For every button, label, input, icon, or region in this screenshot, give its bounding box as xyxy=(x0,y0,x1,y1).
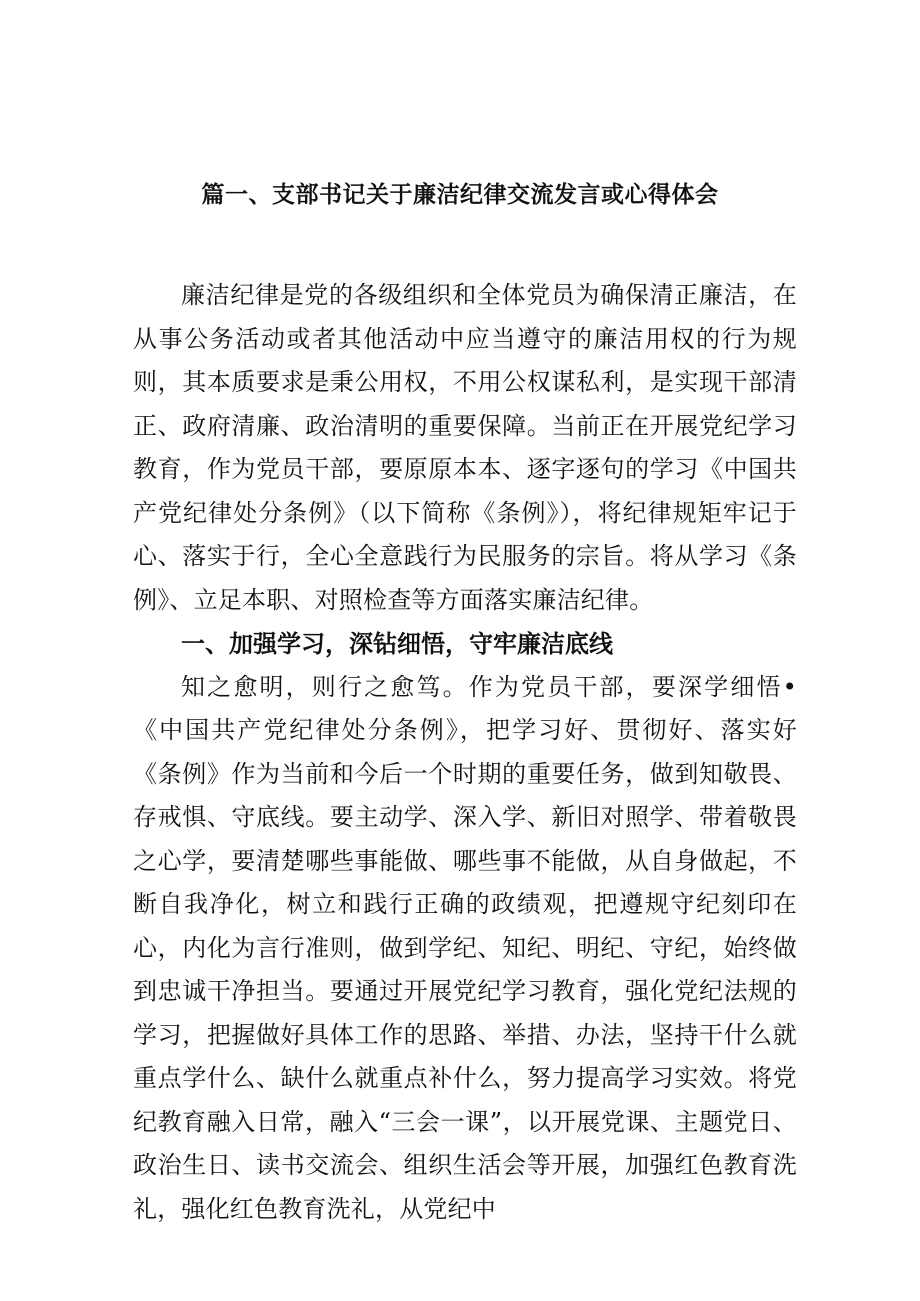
intro-paragraph: 廉洁纪律是党的各级组织和全体党员为确保清正廉洁，在从事公务活动或者其他活动中应当遵守的廉洁用权的行为规则，其本质要求是秉公用权，不用公权谋私利，是实现干部清正、政府清廉、政治清明的重要保障。当前正在开展党纪学习教育，作为党员干部，要原原本本、逐字逐句的学习《中国共产党纪律处分条例》（以下简称《条例》），将纪律规矩牢记于心、落实于行，全心全意践行为民服务的宗旨。将从学习《条例》、立足本职、对照检查等方面落实廉洁纪律。 xyxy=(133,281,797,614)
section-paragraph: 知之愈明，则行之愈笃。作为党员干部，要深学细悟•《中国共产党纪律处分条例》，把学习好、贯彻好、落实好《条例》作为当前和今后一个时期的重要任务，做到知敬畏、存戒惧、守底线。要主动学、深入学、新旧对照学、带着敬畏之心学，要清楚哪些事能做、哪些事不能做，从自身做起，不断自我净化，树立和践行正确的政绩观，把遵规守纪刻印在心，内化为言行准则，做到学纪、知纪、明纪、守纪，始终做到忠诚干净担当。要通过开展党纪学习教育，强化党纪法规的学习，把握做好具体工作的思路、举措、办法，坚持干什么就重点学什么、缺什么就重点补什么，努力提高学习实效。将党纪教育融入日常，融入“三会一课”，以开展党课、主题党日、政治生日、读书交流会、组织生活会等开展，加强红色教育洗礼，强化红色教育洗礼，从党纪中 xyxy=(133,672,797,1223)
document-title: 篇一、支部书记关于廉洁纪律交流发言或心得体会 xyxy=(201,181,719,208)
document-body xyxy=(133,274,797,1231)
section-heading: 一、加强学习，深钻细悟，守牢廉洁底线 xyxy=(181,629,613,658)
